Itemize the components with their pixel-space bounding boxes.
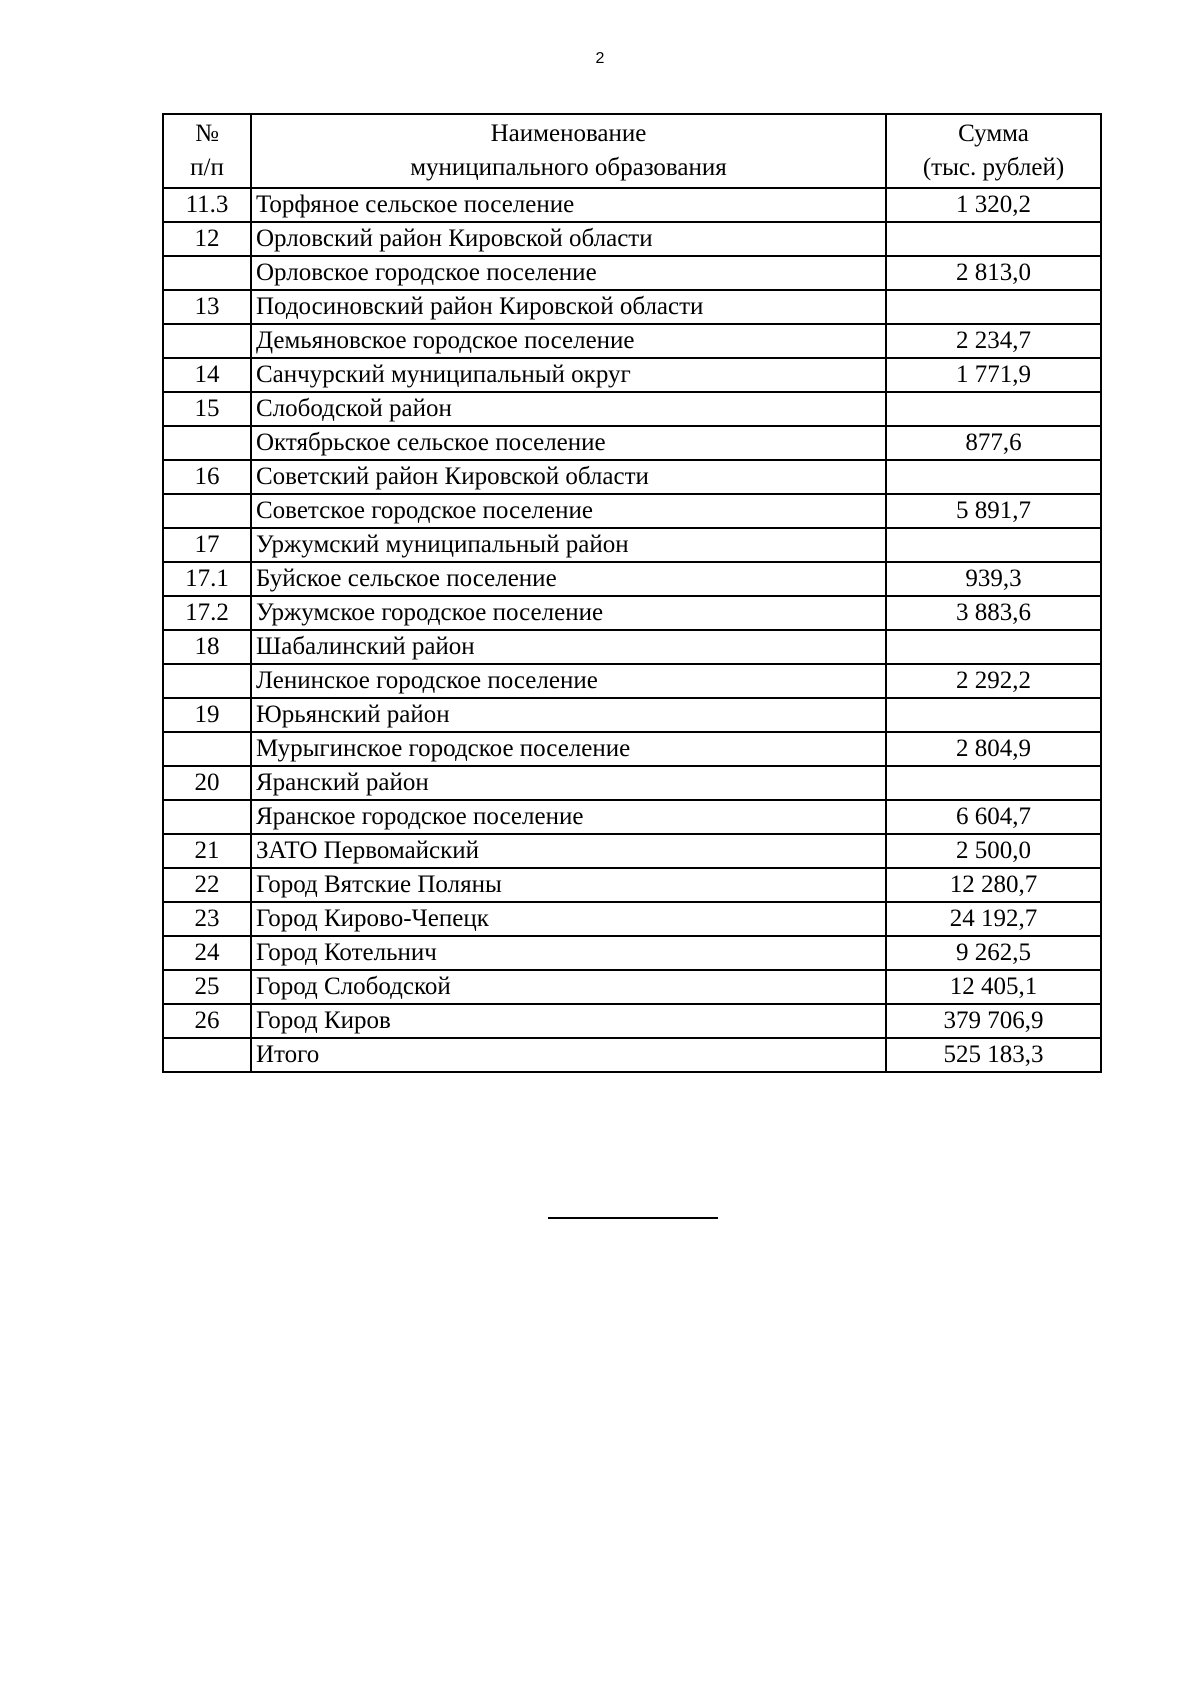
row-name: Подосиновский район Кировской области [251,290,886,324]
row-number [163,324,251,358]
row-sum: 939,3 [886,562,1101,596]
row-number: 13 [163,290,251,324]
row-sum [886,766,1101,800]
row-sum [886,392,1101,426]
table-header-row [163,114,1101,188]
row-name: Санчурский муниципальный округ [251,358,886,392]
table-row [163,562,1101,596]
row-number [163,800,251,834]
row-number: 16 [163,460,251,494]
row-name: Итого [251,1038,886,1072]
row-number: 12 [163,222,251,256]
row-name: Торфяное сельское поселение [251,188,886,222]
table-row [163,426,1101,460]
row-name: Буйское сельское поселение [251,562,886,596]
row-number: 19 [163,698,251,732]
table-row [163,936,1101,970]
column-header-sum [886,114,1101,188]
row-sum: 1 320,2 [886,188,1101,222]
table-row [163,222,1101,256]
row-number: 17 [163,528,251,562]
row-number: 15 [163,392,251,426]
row-name: Слободской район [251,392,886,426]
table-row [163,970,1101,1004]
row-name: Советский район Кировской области [251,460,886,494]
table-row [163,1004,1101,1038]
row-sum: 5 891,7 [886,494,1101,528]
row-sum: 2 813,0 [886,256,1101,290]
row-sum [886,630,1101,664]
table-row [163,596,1101,630]
row-name: Город Котельнич [251,936,886,970]
page-number: 2 [595,50,605,67]
column-header-number-line2: п/п [190,154,224,181]
table-row [163,256,1101,290]
table-row [163,460,1101,494]
row-number [163,1038,251,1072]
budget-table [162,113,1102,1073]
table-row [163,868,1101,902]
row-sum: 2 234,7 [886,324,1101,358]
row-number [163,494,251,528]
column-header-number-line1: № [195,120,219,147]
row-sum: 525 183,3 [886,1038,1101,1072]
row-name: Советское городское поселение [251,494,886,528]
row-number: 11.3 [163,188,251,222]
row-number [163,256,251,290]
row-name: Город Кирово-Чепецк [251,902,886,936]
row-name: Орловское городское поселение [251,256,886,290]
table-row [163,188,1101,222]
row-number: 18 [163,630,251,664]
table-row [163,834,1101,868]
row-name: Яранское городское поселение [251,800,886,834]
row-sum [886,528,1101,562]
table-row [163,902,1101,936]
row-name: Демьяновское городское поселение [251,324,886,358]
row-name: Яранский район [251,766,886,800]
row-number: 14 [163,358,251,392]
row-sum: 9 262,5 [886,936,1101,970]
row-name: Ленинское городское поселение [251,664,886,698]
row-name: Уржумское городское поселение [251,596,886,630]
separator-line [548,1217,718,1219]
row-number [163,732,251,766]
row-number: 25 [163,970,251,1004]
table-row [163,528,1101,562]
table-body [163,188,1101,1072]
column-header-name-line1: Наименование [490,120,647,147]
row-sum: 379 706,9 [886,1004,1101,1038]
row-number [163,664,251,698]
row-name: Город Слободской [251,970,886,1004]
row-name: Орловский район Кировской области [251,222,886,256]
table-row [163,1038,1101,1072]
row-sum: 12 405,1 [886,970,1101,1004]
table-row [163,324,1101,358]
row-number: 22 [163,868,251,902]
row-sum: 12 280,7 [886,868,1101,902]
row-sum: 1 771,9 [886,358,1101,392]
column-header-sum-line2: (тыс. рублей) [922,154,1065,181]
row-number: 17.2 [163,596,251,630]
row-name: ЗАТО Первомайский [251,834,886,868]
row-number: 26 [163,1004,251,1038]
column-header-sum-line1: Сумма [958,120,1029,147]
column-header-name-line2: муниципального образования [410,154,727,181]
row-number [163,426,251,460]
row-sum [886,222,1101,256]
table-row [163,392,1101,426]
row-name: Город Киров [251,1004,886,1038]
row-number: 17.1 [163,562,251,596]
row-sum [886,698,1101,732]
row-sum: 3 883,6 [886,596,1101,630]
row-sum: 877,6 [886,426,1101,460]
table-row [163,358,1101,392]
table-row [163,698,1101,732]
row-sum: 2 292,2 [886,664,1101,698]
row-sum: 2 500,0 [886,834,1101,868]
row-number: 20 [163,766,251,800]
row-number: 21 [163,834,251,868]
column-header-name [251,114,886,188]
table-row [163,630,1101,664]
row-sum [886,290,1101,324]
table-row [163,290,1101,324]
row-name: Мурыгинское городское поселение [251,732,886,766]
row-sum: 2 804,9 [886,732,1101,766]
row-sum: 6 604,7 [886,800,1101,834]
row-sum [886,460,1101,494]
row-name: Город Вятские Поляны [251,868,886,902]
table-row [163,664,1101,698]
column-header-number [163,114,251,188]
row-name: Юрьянский район [251,698,886,732]
table-row [163,800,1101,834]
row-name: Уржумский муниципальный район [251,528,886,562]
row-number: 23 [163,902,251,936]
row-number: 24 [163,936,251,970]
table-row [163,766,1101,800]
row-sum: 24 192,7 [886,902,1101,936]
table-row [163,494,1101,528]
row-name: Октябрьское сельское поселение [251,426,886,460]
row-name: Шабалинский район [251,630,886,664]
table-row [163,732,1101,766]
